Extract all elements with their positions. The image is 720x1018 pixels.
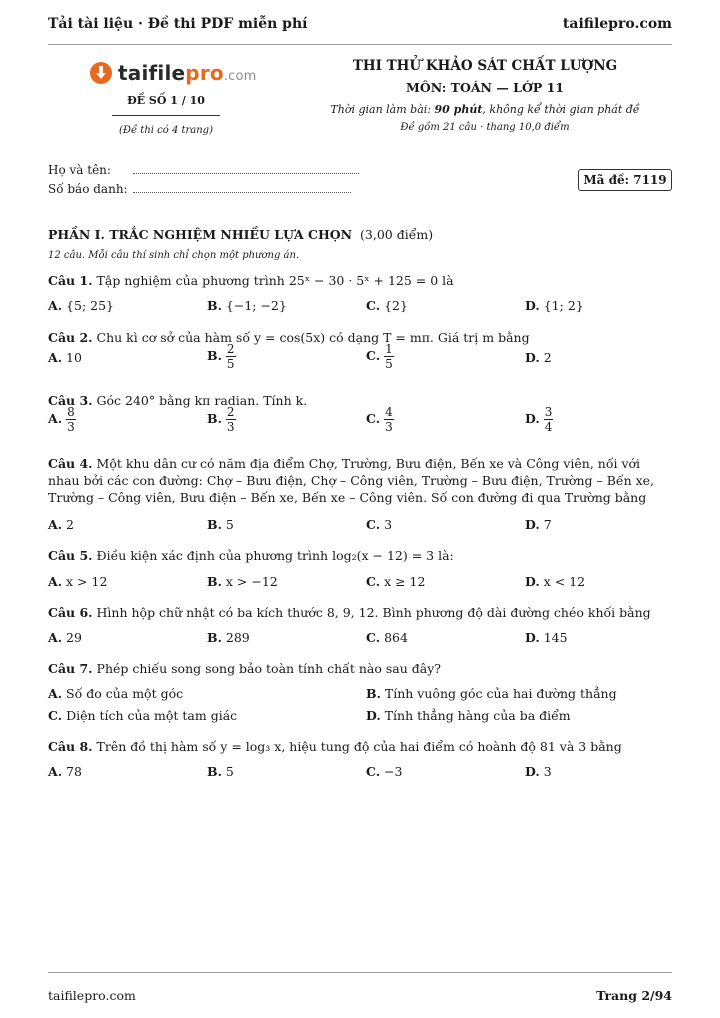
option-d[interactable]	[525, 405, 553, 434]
option-label: C.	[366, 411, 381, 426]
candidate-id-blank	[133, 182, 351, 193]
option-value: 10	[62, 350, 82, 365]
option-label: B.	[207, 348, 222, 363]
option-value: Tính vuông góc của hai đường thẳng	[380, 686, 617, 701]
option-value: x > −12	[221, 574, 278, 589]
option-d[interactable]	[525, 350, 552, 365]
option-d[interactable]	[525, 517, 552, 532]
question-1: Câu 1. Tập nghiệm của phương trình 25ˣ − 30 · 5ˣ + 125 = 0 là	[48, 273, 454, 288]
option-c[interactable]	[366, 630, 408, 645]
page-count-note: (Đề thi có 4 trang)	[119, 125, 213, 136]
exam-code-box: Mã đề: 7119	[578, 169, 672, 191]
top-bar	[48, 14, 672, 34]
fraction: $\frac{4}{3}$	[385, 405, 393, 434]
candidate-id-label: Số báo danh:	[48, 182, 128, 196]
option-d[interactable]	[525, 764, 552, 779]
option-c[interactable]	[366, 405, 394, 434]
option-label: D.	[525, 764, 540, 779]
option-a[interactable]	[48, 350, 82, 365]
option-label: B.	[207, 630, 222, 645]
question-8: Câu 8. Trên đồ thị hàm số y = log₃ x, hiệu tung độ của hai điểm có hoành độ 81 và 3 bằng	[48, 739, 622, 754]
option-value: −3	[380, 764, 403, 779]
option-value: Diện tích của một tam giác	[62, 708, 238, 723]
name-field	[48, 163, 359, 177]
option-value: 864	[380, 630, 408, 645]
option-label: C.	[366, 348, 381, 363]
name-blank	[133, 163, 359, 174]
option-label: C.	[366, 764, 381, 779]
option-label: A.	[48, 411, 63, 426]
option-value: 5	[221, 764, 234, 779]
option-b[interactable]	[207, 630, 250, 645]
option-d[interactable]	[366, 708, 571, 723]
top-bar-left: Tải tài liệu · Đề thi PDF miễn phí	[48, 16, 308, 32]
option-b[interactable]	[207, 517, 234, 532]
name-label: Họ và tên:	[48, 163, 111, 177]
option-label: C.	[48, 708, 63, 723]
option-c[interactable]	[366, 342, 394, 371]
option-label: D.	[525, 630, 540, 645]
option-label: D.	[366, 708, 381, 723]
option-value: 3	[539, 764, 552, 779]
option-a[interactable]	[48, 298, 114, 313]
option-b[interactable]	[207, 574, 278, 589]
fraction: $\frac{3}{4}$	[544, 405, 553, 434]
option-value: {1; 2}	[539, 298, 584, 313]
option-b[interactable]	[207, 342, 236, 371]
option-a[interactable]	[48, 686, 183, 701]
option-label: A.	[48, 630, 63, 645]
option-value: 3	[380, 517, 393, 532]
question-6: Câu 6. Hình hộp chữ nhật có ba kích thước 8, 9, 12. Bình phương độ dài đường chéo khối bằng	[48, 605, 651, 620]
exam-number-underline	[112, 115, 220, 116]
option-b[interactable]	[207, 764, 234, 779]
top-rule	[48, 44, 672, 45]
top-bar-right[interactable]: taifilepro.com	[562, 16, 672, 32]
question-3: Câu 3. Góc 240° bằng kπ radian. Tính k.	[48, 393, 308, 408]
question-2: Câu 2. Chu kì cơ sở của hàm số y = cos(5x) có dạng T = mπ. Giá trị m bằng	[48, 330, 530, 345]
option-c[interactable]	[366, 517, 392, 532]
footer-site[interactable]: taifilepro.com	[48, 988, 136, 1003]
bottom-rule	[48, 972, 672, 973]
option-a[interactable]	[48, 517, 74, 532]
option-c[interactable]	[366, 298, 408, 313]
site-logo[interactable]	[90, 61, 257, 85]
fraction: $\frac{2}{3}$	[226, 405, 235, 434]
section-note: 12 câu. Mỗi câu thí sinh chỉ chọn một phương án.	[48, 250, 300, 261]
option-label: A.	[48, 350, 63, 365]
option-value: x < 12	[539, 574, 586, 589]
option-label: B.	[366, 686, 381, 701]
option-label: B.	[207, 298, 222, 313]
option-label: D.	[525, 298, 540, 313]
option-value: {−1; −2}	[221, 298, 287, 313]
option-value: 78	[62, 764, 82, 779]
option-value: {5; 25}	[62, 298, 114, 313]
option-value: 7	[539, 517, 552, 532]
option-value: x > 12	[62, 574, 108, 589]
option-label: D.	[525, 574, 540, 589]
option-label: C.	[366, 298, 381, 313]
option-b[interactable]	[207, 298, 287, 313]
question-5: Câu 5. Điều kiện xác định của phương trình log₂(x − 12) = 3 là:	[48, 548, 454, 563]
question-4: Câu 4. Một khu dân cư có năm địa điểm Chợ, Trường, Bưu điện, Bến xe và Công viên, nối với nhau bởi các con đường: Chợ – Bưu điện, Chợ – Công viên, Trường – Bưu điện, Trường – Bến xe, Trường – Công viên, Bưu điện – Bến xe, Bến xe – Công viên. Số con đường đi qua Trường bằng	[48, 456, 655, 505]
option-value: 145	[539, 630, 568, 645]
option-label: A.	[48, 517, 63, 532]
option-label: A.	[48, 298, 63, 313]
option-label: A.	[48, 574, 63, 589]
option-label: C.	[366, 574, 381, 589]
option-label: C.	[366, 517, 381, 532]
option-value: 5	[221, 517, 234, 532]
option-d[interactable]	[525, 298, 584, 313]
exam-title: THI THỬ KHẢO SÁT CHẤT LƯỢNG	[352, 58, 618, 74]
option-c[interactable]	[366, 764, 403, 779]
fraction: $\frac{1}{5}$	[385, 342, 393, 371]
option-a[interactable]	[48, 764, 82, 779]
option-label: B.	[207, 517, 222, 532]
section-heading: PHẦN I. TRẮC NGHIỆM NHIỀU LỰA CHỌN (3,00 điểm)	[48, 227, 434, 242]
download-icon	[90, 62, 112, 84]
exam-time: Thời gian làm bài: 90 phút, không kể thời gian phát đề	[330, 103, 640, 116]
footer-page-number: Trang 2/94	[596, 988, 672, 1003]
option-label: D.	[525, 350, 540, 365]
option-value: 289	[221, 630, 250, 645]
option-label: B.	[207, 574, 222, 589]
question-7: Câu 7. Phép chiếu song song bảo toàn tính chất nào sau đây?	[48, 661, 441, 676]
option-b[interactable]	[207, 405, 236, 434]
exam-number: ĐỀ SỐ 1 / 10	[127, 94, 205, 107]
option-value: 2	[62, 517, 74, 532]
option-d[interactable]	[525, 630, 568, 645]
option-a[interactable]	[48, 405, 76, 434]
exam-question-count: Đề gồm 21 câu · thang 10,0 điểm	[400, 122, 570, 133]
option-label: A.	[48, 686, 63, 701]
option-label: D.	[525, 411, 540, 426]
option-label: C.	[366, 630, 381, 645]
option-a[interactable]	[48, 574, 107, 589]
fraction: $\frac{2}{5}$	[226, 342, 235, 371]
option-value: Số đo của một góc	[62, 686, 184, 701]
option-value: x ≥ 12	[380, 574, 426, 589]
fraction: $\frac{8}{3}$	[67, 405, 75, 434]
option-c[interactable]	[366, 574, 425, 589]
option-a[interactable]	[48, 630, 82, 645]
option-label: B.	[207, 411, 222, 426]
option-value: {2}	[380, 298, 408, 313]
option-value: Tính thẳng hàng của ba điểm	[380, 708, 571, 723]
option-d[interactable]	[525, 574, 585, 589]
logo-text: taifilepro.com	[118, 61, 257, 85]
option-label: D.	[525, 517, 540, 532]
option-label: A.	[48, 764, 63, 779]
option-c[interactable]	[48, 708, 237, 723]
exam-subject: MÔN: TOÁN — LỚP 11	[405, 80, 564, 95]
option-value: 29	[62, 630, 82, 645]
candidate-id-field	[48, 182, 351, 196]
option-value: 2	[539, 350, 552, 365]
option-b[interactable]	[366, 686, 617, 701]
option-label: B.	[207, 764, 222, 779]
